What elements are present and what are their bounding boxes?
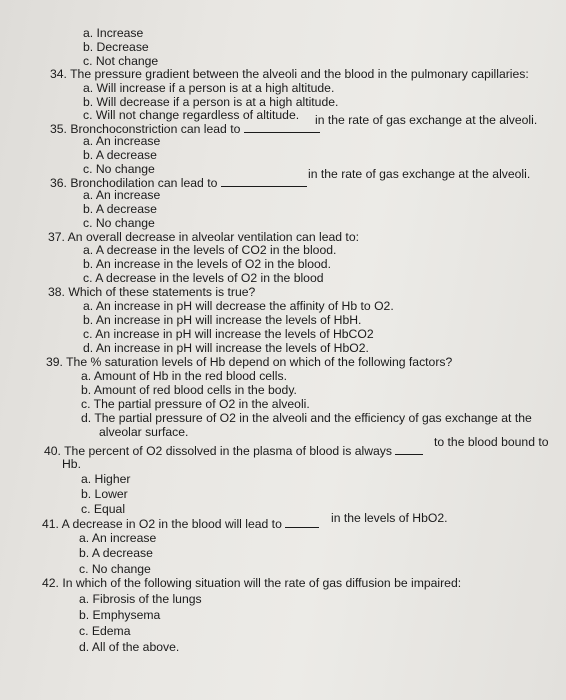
question-34-stem: 34. The pressure gradient between the alveoli and the blood in the pulmonary capillaries: [50,67,529,81]
question-38-option-b: b. An increase in pH will increase the levels of HbH. [83,313,362,327]
question-42-stem: 42. In which of the following situation will the rate of gas diffusion be impaired: [42,576,462,590]
answer-blank-41 [285,516,319,528]
question-40-stem [44,443,423,458]
question-37-option-a: a. A decrease in the levels of CO2 in the blood. [83,243,337,257]
question-40-stem-end: to the blood bound to [434,435,549,449]
question-40-stem-start: 40. The percent of O2 dissolved in the plasma of blood is always [44,444,392,458]
answer-blank-35 [244,121,320,133]
question-38-option-a: a. An increase in pH will decrease the affinity of Hb to O2. [83,299,394,313]
question-35-option-b: b. A decrease [83,148,157,162]
question-38-option-d: d. An increase in pH will increase the levels of HbO2. [83,341,369,355]
question-39-stem: 39. The % saturation levels of Hb depend on which of the following factors? [46,355,453,369]
option-a: a. Increase [83,26,144,40]
question-37-stem: 37. An overall decrease in alveolar ventilation can lead to: [48,230,359,244]
question-34-option-a: a. Will increase if a person is at a high altitude. [83,81,335,95]
question-41-stem-start: 41. A decrease in O2 in the blood will lead to [42,517,282,531]
question-39-option-b: b. Amount of red blood cells in the body. [81,383,297,397]
question-37-option-b: b. An increase in the levels of O2 in the blood. [83,257,331,271]
question-42-option-b: b. Emphysema [79,608,161,622]
question-42-option-d: d. All of the above. [79,640,180,654]
question-41-option-b: b. A decrease [79,546,153,560]
question-36-option-a: a. An increase [83,188,161,202]
question-36-stem-end: in the rate of gas exchange at the alveoli. [308,167,531,181]
question-34-option-c: c. Will not change regardless of altitude. [83,108,300,122]
answer-blank-36 [221,175,307,187]
question-39-option-a: a. Amount of Hb in the red blood cells. [81,369,287,383]
question-41-stem [42,516,319,531]
question-41-stem-end: in the levels of HbO2. [331,511,448,525]
option-c: c. Not change [83,54,159,68]
question-38-stem: 38. Which of these statements is true? [48,285,256,299]
question-35-stem-end: in the rate of gas exchange at the alveoli. [315,113,538,127]
question-41-option-c: c. No change [79,562,151,576]
question-40-stem-continued: Hb. [62,457,81,471]
question-35-option-c: c. No change [83,162,155,176]
question-40-option-b: b. Lower [81,487,128,501]
question-36-option-c: c. No change [83,216,155,230]
question-35-option-a: a. An increase [83,134,161,148]
question-39-option-d: d. The partial pressure of O2 in the alveoli and the efficiency of gas exchange at the [81,411,532,425]
question-41-option-a: a. An increase [79,531,157,545]
question-36-option-b: b. A decrease [83,202,157,216]
question-36-stem-start: 36. Bronchodilation can lead to [50,176,218,190]
question-38-option-c: c. An increase in pH will increase the levels of HbCO2 [83,327,374,341]
question-40-option-a: a. Higher [81,472,131,486]
question-39-option-c: c. The partial pressure of O2 in the alveoli. [81,397,310,411]
option-b: b. Decrease [83,40,149,54]
question-34-option-b: b. Will decrease if a person is at a high altitude. [83,95,339,109]
answer-blank-40 [395,443,423,455]
question-42-option-c: c. Edema [79,624,131,638]
question-37-option-c: c. A decrease in the levels of O2 in the blood [83,271,324,285]
question-40-option-c: c. Equal [81,502,126,516]
question-42-option-a: a. Fibrosis of the lungs [79,592,202,606]
question-39-option-d-continued: alveolar surface. [99,425,189,439]
question-35-stem-start: 35. Bronchoconstriction can lead to [50,122,241,136]
